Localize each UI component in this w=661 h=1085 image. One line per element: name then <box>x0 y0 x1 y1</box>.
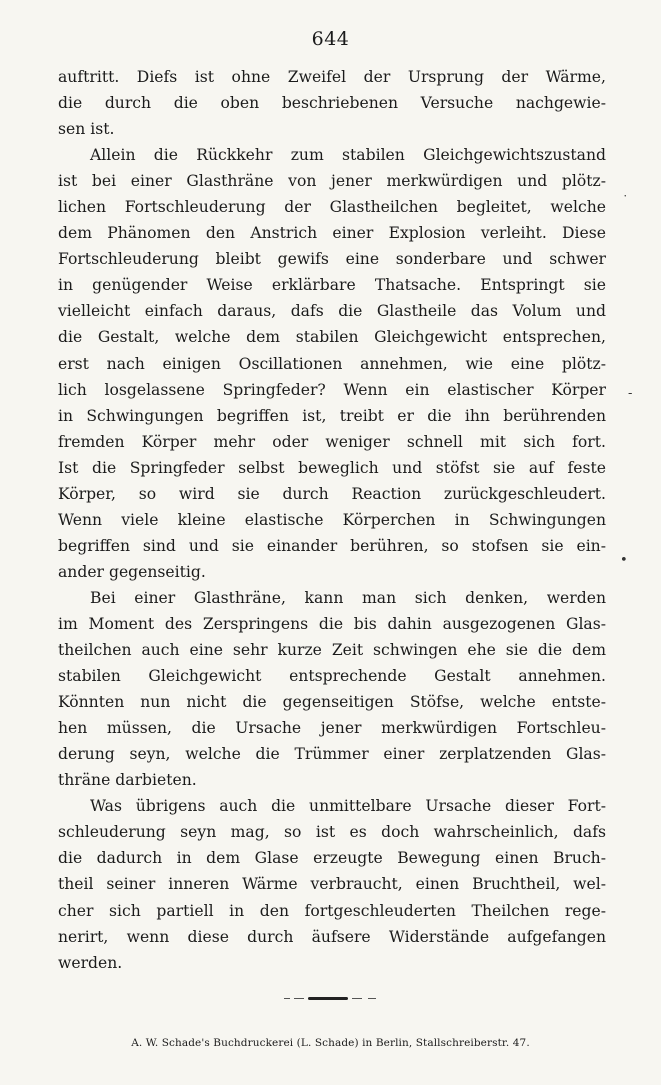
margin-mark-1: ˙ <box>622 194 629 209</box>
text-line: auftritt. Diefs ist ohne Zweifel der Ursprung der Wärme, <box>58 68 606 86</box>
text-line: begriffen sind und sie einander berühren, so stofsen sie ein- <box>58 536 606 555</box>
paragraph <box>58 793 606 975</box>
text-line: Bei einer Glasthräne, kann man sich denken, werden <box>90 588 606 607</box>
text-line: die durch die oben beschriebenen Versuche nachgewie- <box>58 94 606 113</box>
text-line: sen ist. <box>58 120 115 139</box>
paragraph <box>58 142 606 585</box>
text-line: hen müssen, die Ursache jener merkwürdigen Fortschleu- <box>58 719 606 738</box>
text-line: erst nach einigen Oscillationen annehmen, wie eine plötz- <box>58 354 606 373</box>
text-line: stabilen Gleichgewicht entsprechende Gestalt annehmen. <box>58 667 606 686</box>
text-line: Fortschleuderung bleibt gewifs eine sonderbare und schwer <box>58 250 606 269</box>
text-line: dem Phänomen den Anstrich einer Explosion verleiht. Diese <box>58 224 606 243</box>
text-line: Was übrigens auch die unmittelbare Ursache dieser Fort- <box>90 797 606 816</box>
text-line: werden. <box>58 953 123 972</box>
text-line: lichen Fortschleuderung der Glastheilchen begleitet, welche <box>58 198 606 217</box>
text-line: in Schwingungen begriffen ist, treibt er die ihn berührenden <box>58 406 606 425</box>
text-body <box>58 64 606 976</box>
page-number: 644 <box>311 28 350 50</box>
text-line: derung seyn, welche die Trümmer einer zerplatzenden Glas- <box>58 745 606 764</box>
text-line: Körper, so wird sie durch Reaction zurückgeschleudert. <box>58 484 606 503</box>
text-line: Ist die Springfeder selbst beweglich und stöfst sie auf feste <box>58 458 606 477</box>
text-line: nerirt, wenn diese durch äufsere Widerstände aufgefangen <box>58 927 606 946</box>
text-line: ist bei einer Glasthräne von jener merkwürdigen und plötz- <box>58 172 606 191</box>
text-line: theil seiner inneren Wärme verbraucht, einen Bruchtheil, wel- <box>58 875 606 894</box>
paragraph <box>58 64 606 142</box>
paragraph <box>58 585 606 793</box>
text-line: lich losgelassene Springfeder? Wenn ein elastischer Körper <box>58 380 606 399</box>
text-line: thräne darbieten. <box>58 771 197 790</box>
margin-mark-3: • <box>620 553 628 568</box>
text-line: im Moment des Zerspringens die bis dahin ausgezogenen Glas- <box>58 614 606 633</box>
text-line: vielleicht einfach daraus, dafs die Glastheile das Volum und <box>58 302 606 321</box>
text-line: Könnten nun nicht die gegenseitigen Stöfse, welche entste- <box>58 693 606 712</box>
text-line: schleuderung seyn mag, so ist es doch wahrscheinlich, dafs <box>58 823 606 842</box>
text-line: die Gestalt, welche dem stabilen Gleichgewicht entsprechen, <box>58 328 606 347</box>
text-line: theilchen auch eine sehr kurze Zeit schwingen ehe sie die dem <box>58 641 606 660</box>
ornament-divider <box>284 994 378 1004</box>
printer-imprint: A. W. Schade's Buchdruckerei (L. Schade) in Berlin, Stallschreiberstr. 47. <box>131 1037 530 1049</box>
text-line: cher sich partiell in den fortgeschleuderten Theilchen rege- <box>58 901 606 920</box>
text-line: ander gegenseitig. <box>58 562 206 581</box>
text-line: die dadurch in dem Glase erzeugte Bewegung einen Bruch- <box>58 849 606 868</box>
text-line: Allein die Rückkehr zum stabilen Gleichgewichtszustand <box>90 146 606 165</box>
text-line: Wenn viele kleine elastische Körperchen in Schwingungen <box>58 510 606 529</box>
text-line: fremden Körper mehr oder weniger schnell mit sich fort. <box>58 432 606 451</box>
text-line: in genügender Weise erklärbare Thatsache. Entspringt sie <box>58 276 606 295</box>
margin-mark-2: - <box>628 386 633 401</box>
